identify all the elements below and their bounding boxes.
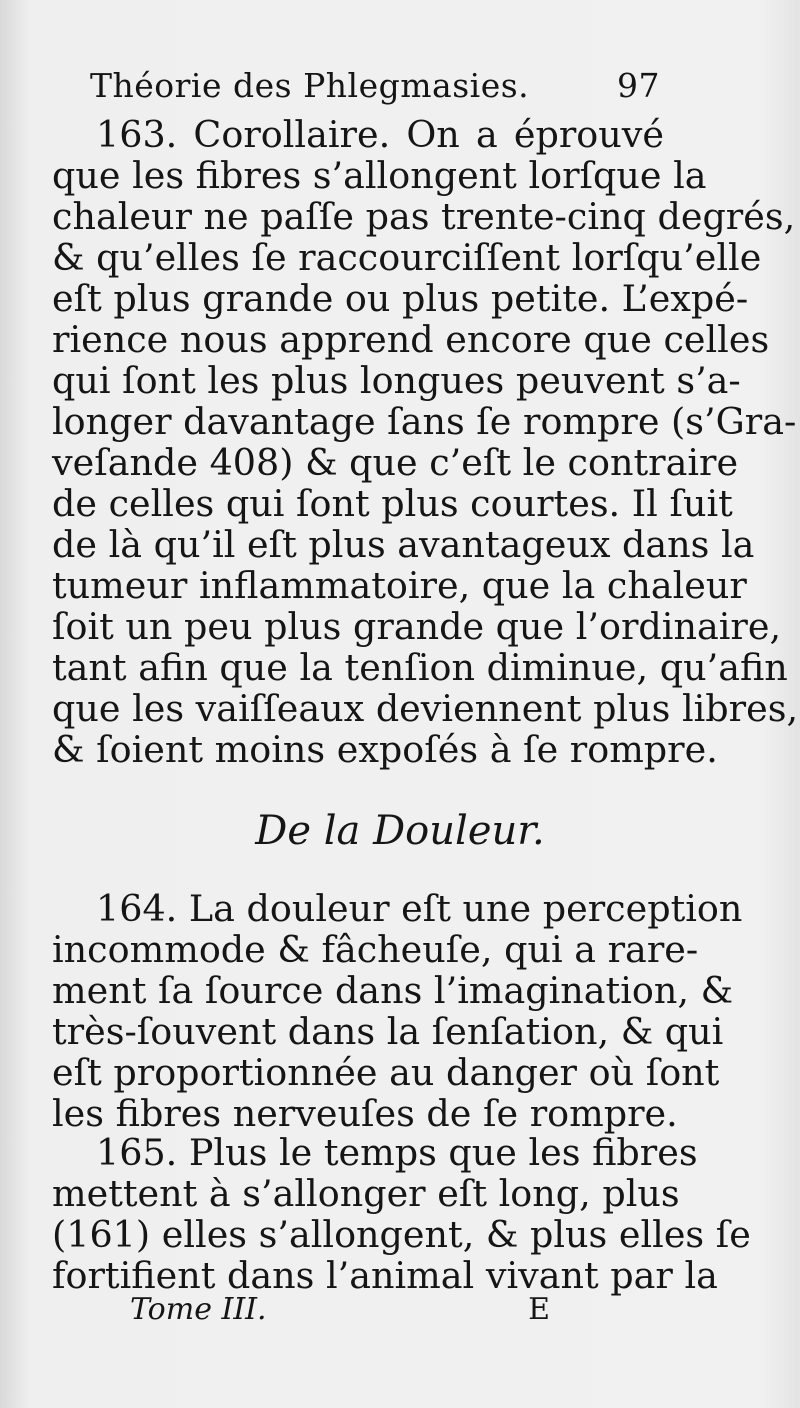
page-footer <box>130 1292 550 1327</box>
text-line: chaleur ne paſſe pas trente-cinq degrés, <box>52 195 796 238</box>
page-header <box>90 66 660 105</box>
text-line: mettent à s’allonger eſt long, plus <box>52 1172 680 1215</box>
text-line: veſande 408) & que c’eſt le contraire <box>52 441 739 484</box>
text-line: les fibres nerveuſes de ſe rompre. <box>52 1092 678 1135</box>
text-line: que les vaiſſeaux deviennent plus libres, <box>52 687 799 730</box>
text-line: ſoit un peu plus grande que l’ordinaire, <box>52 605 782 648</box>
signature-mark: E <box>528 1292 550 1327</box>
text-line: tumeur inflammatoire, que la chaleur <box>52 564 747 607</box>
text-line: 164. La douleur eſt une perception <box>96 887 743 930</box>
text-line: de celles qui ſont plus courtes. Il ſuit <box>52 482 733 525</box>
text-line: 165. Plus le temps que les fibres <box>96 1131 698 1174</box>
page-number: 97 <box>617 66 660 105</box>
text-line: très-ſouvent dans la ſenſation, & qui <box>52 1010 724 1053</box>
section-heading: De la Douleur. <box>255 808 545 854</box>
text-line: ment ſa ſource dans l’imagination, & <box>52 969 734 1012</box>
text-line: fortifient dans l’animal vivant par la <box>52 1254 718 1297</box>
text-line: (161) elles s’allongent, & plus elles ſe <box>52 1213 751 1256</box>
text-line: & qu’elles ſe raccourciſſent lorſqu’elle <box>52 236 762 279</box>
text-line: 163. Corollaire. On a éprouvé <box>96 113 664 156</box>
text-line: eſt proportionnée au danger où ſont <box>52 1051 720 1094</box>
text-line: & ſoient moins expoſés à ſe rompre. <box>52 728 718 771</box>
paragraph-165 <box>52 1131 751 1297</box>
text-line: qui ſont les plus longues peuvent s’a- <box>52 359 741 402</box>
running-title: Théorie des Phlegmasies. <box>90 66 530 105</box>
text-line: tant afin que la tenſion diminue, qu’afin <box>52 646 788 689</box>
text-line: longer davantage ſans ſe rompre (s’Gra- <box>52 400 797 443</box>
paragraph-163 <box>52 113 799 771</box>
text-line: incommode & fâcheuſe, qui a rare- <box>52 928 699 971</box>
volume-label: Tome III. <box>130 1292 267 1327</box>
text-line: eſt plus grande ou plus petite. L’expé- <box>52 277 749 320</box>
text-line: que les fibres s’allongent lorſque la <box>52 154 707 197</box>
text-line: de là qu’il eſt plus avantageux dans la <box>52 523 755 566</box>
text-line: rience nous apprend encore que celles <box>52 318 770 361</box>
paragraph-164 <box>52 887 743 1135</box>
